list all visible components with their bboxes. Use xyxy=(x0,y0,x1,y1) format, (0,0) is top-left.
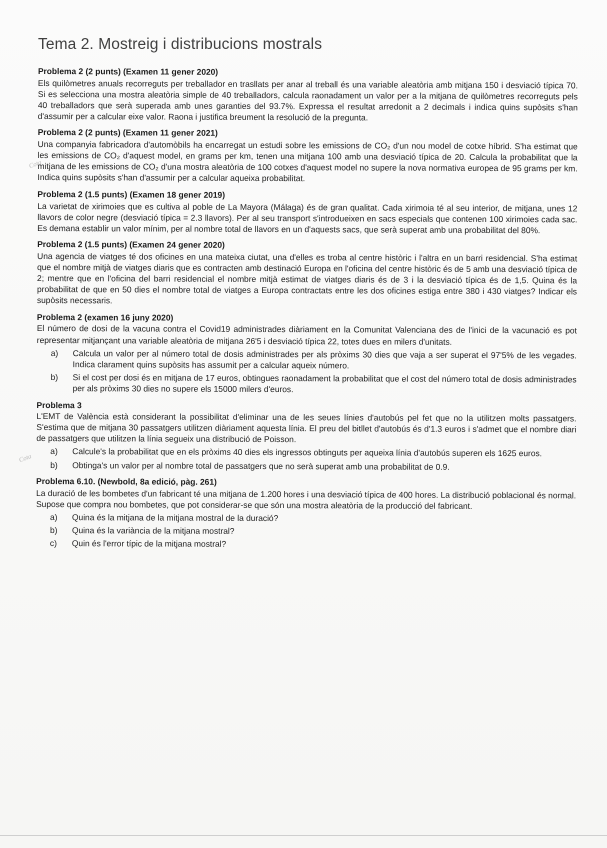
sub-question xyxy=(37,372,577,397)
handwritten-note: Cota xyxy=(28,159,43,170)
sub-question-label: a) xyxy=(50,511,58,522)
problem-4 xyxy=(37,239,577,308)
problems-list xyxy=(36,66,578,557)
document-title: Tema 2. Mostreig i distribucions mostrals xyxy=(38,36,323,53)
problem-5 xyxy=(37,312,577,397)
problem-text: El número de dosi de la vacuna contra el Covid19 administrades diàriament en la Comunitat Valenciana des de l'inici de la vacunació es pot representar mitjançant una variable aleatòria de mitjana 26'5 i desviació típica 22, totes dues en milers d'unitats. xyxy=(36,323,577,347)
sub-question-text: Calcula un valor per al número total de dosis administrades per als pròxims 30 dies que vaja a ser superat el 97'5% de les vegades. Indica clarament quins supòsits has assumit per a calcular aqueix número. xyxy=(72,347,577,371)
sub-question-text: Obtinga's un valor per al nombre total de passatgers que no serà superat amb una probabilitat de 0.9. xyxy=(72,459,450,472)
problem-heading: Problema 6.10. (Newbold, 8a edició, pàg. 261) xyxy=(36,476,217,487)
sub-question-text: Quin és l'error típic de la mitjana mostral? xyxy=(71,538,227,549)
sub-question xyxy=(36,459,576,472)
sub-question-label: a) xyxy=(50,347,59,358)
problem-text: Una companyia fabricadora d'automòbils ha encarregat un estudi sobre les emissions de CO₂ d'un nou model de cotxe híbrid. S'ha estimat que les emissions de CO₂ d'aquest model, en grams per km, tenen una mitjana 100 amb una desviació típica de 20. Calcula la probabilitat que la mitjana de les emissions de CO₂ d'una mostra aleatòria de 100 cotxes d'aquest model no supere la nova normativa europea de 95 grams per km. Indica quins supòsits s'han d'assumir per a calcular aqueixa probabilitat. xyxy=(37,139,578,184)
problem-6 xyxy=(36,400,576,473)
sub-question-text: Quina és la mitjana de la mitjana mostral de la duració? xyxy=(72,512,279,523)
problem-2 xyxy=(37,127,577,185)
problem-heading: Problema 2 (2 punts) (Examen 11 gener 2021) xyxy=(37,127,218,139)
sub-question-text: Calcule's la probabilitat que en els pròxims 40 dies els ingressos obtinguts per aqueixa línia d'autobús superen els 1625 euros. xyxy=(72,446,543,459)
handwritten-note: Cota xyxy=(18,453,33,464)
sub-question-list xyxy=(37,348,577,397)
sub-question-label: b) xyxy=(50,459,58,470)
problem-heading: Problema 2 (examen 16 juny 2020) xyxy=(36,311,174,323)
sub-question-label: a) xyxy=(50,446,58,457)
problem-heading: Problema 2 (2 punts) (Examen 11 gener 2020) xyxy=(37,66,219,77)
sub-question xyxy=(36,538,576,551)
sub-question-list xyxy=(36,446,576,473)
problem-7 xyxy=(36,476,576,551)
sub-question-label: c) xyxy=(49,538,57,549)
sub-question-label: b) xyxy=(49,525,58,536)
problem-text: Una agencia de viatges té dos oficines en una mateixa ciutat, una d'elles es troba al centre històric i l'altra en un barri residencial. S'ha estimat que el nombre mitjà de viatges diaris que es contracten amb destinació Europa en l'oficina del centre històric és de 5 amb una desviació típica de 2; mentre que en l'oficina del barri residencial el nombre mitjà estimat de viatges diaris és de 3 i la desviació típica és de 1,5. Quina és la probabilitat de que en 50 dies el nombre total de viatges a Europa contractats entre les dos oficines estiga entre 380 i 430 viatges? Indicar els supòsits necessaris. xyxy=(36,250,578,306)
problem-text: L'EMT de València està considerant la possibilitat d'eliminar una de les seues línies d'autobús pel fet que no la utilitzen molts passatgers. S'estima que de mitjana 30 passatgers utilitzen diàriament aquesta línia. El preu del bitllet d'autobús és d'1.3 euros i s'admet que el nombre diari de passatgers que utilitzen la línia segueix una distribució de Poisson. xyxy=(36,411,577,445)
sub-question-text: Si el cost per dosi és en mitjana de 17 euros, obtingues raonadament la probabilitat que el cost del número total de dosis administrades per als pròxims 30 dies no supere els 15000 milers d'euros. xyxy=(72,371,577,395)
problem-text: La duració de les bombetes d'un fabricant té una mitjana de 1.200 hores i una desviació típica de 400 hores. La distribució poblacional és normal. Supose que compra nou bombetes, que pot considerar-se que són una mostra aleatòria de la producció del fabricant. xyxy=(36,487,577,511)
sub-question-list xyxy=(36,512,576,552)
sub-question xyxy=(36,525,576,538)
problem-heading: Problema 2 (1.5 punts) (Examen 24 gener 2020) xyxy=(37,239,225,251)
problem-3 xyxy=(37,189,577,236)
sub-question-text: Quina és la variància de la mitjana mostral? xyxy=(71,525,235,536)
problem-heading: Problema 2 (1.5 punts) (Examen 18 gener 2019) xyxy=(37,188,226,200)
problem-heading: Problema 3 xyxy=(36,399,82,410)
problem-text: La varietat de xirimoies que es cultiva al poble de La Mayora (Málaga) és de gran qualitat. Cada xirimoia té al seu interior, de mitjana, unes 12 llavors de color negre (desviació típica = 2.3 llavors). Per al seu transport s'introdueixen en sacs especials que contenen 100 xirimoies cada sac. Es demana establir un valor mínim, per al nombre total de llavors en un d'aquests sacs, que serà superat amb una probabilitat del 80%. xyxy=(37,200,578,235)
problem-1 xyxy=(38,66,578,124)
sub-question xyxy=(36,512,576,525)
sub-question xyxy=(37,348,577,373)
sub-question xyxy=(36,446,576,459)
sub-question-label: b) xyxy=(50,371,59,382)
problem-text: Els quilòmetres anuals recorreguts per treballador en trasllats per anar al treball és una variable aleatòria amb mitjana 150 i desviació típica 70. Si es selecciona una mostra aleatòria simple de 40 treballadors, calcula raonadament un valor per a la mitjana de quilòmetres recorreguts pels 40 treballadors que serà superada amb unes garanties del 93.7%. Expressa el resultat arredonit a 2 decimals i indica quins supòsits s'han d'assumir per a calcular eixe valor. Raona i justifica breument la resolució de la pregunta. xyxy=(37,77,578,123)
page-bottom-edge xyxy=(0,835,607,836)
